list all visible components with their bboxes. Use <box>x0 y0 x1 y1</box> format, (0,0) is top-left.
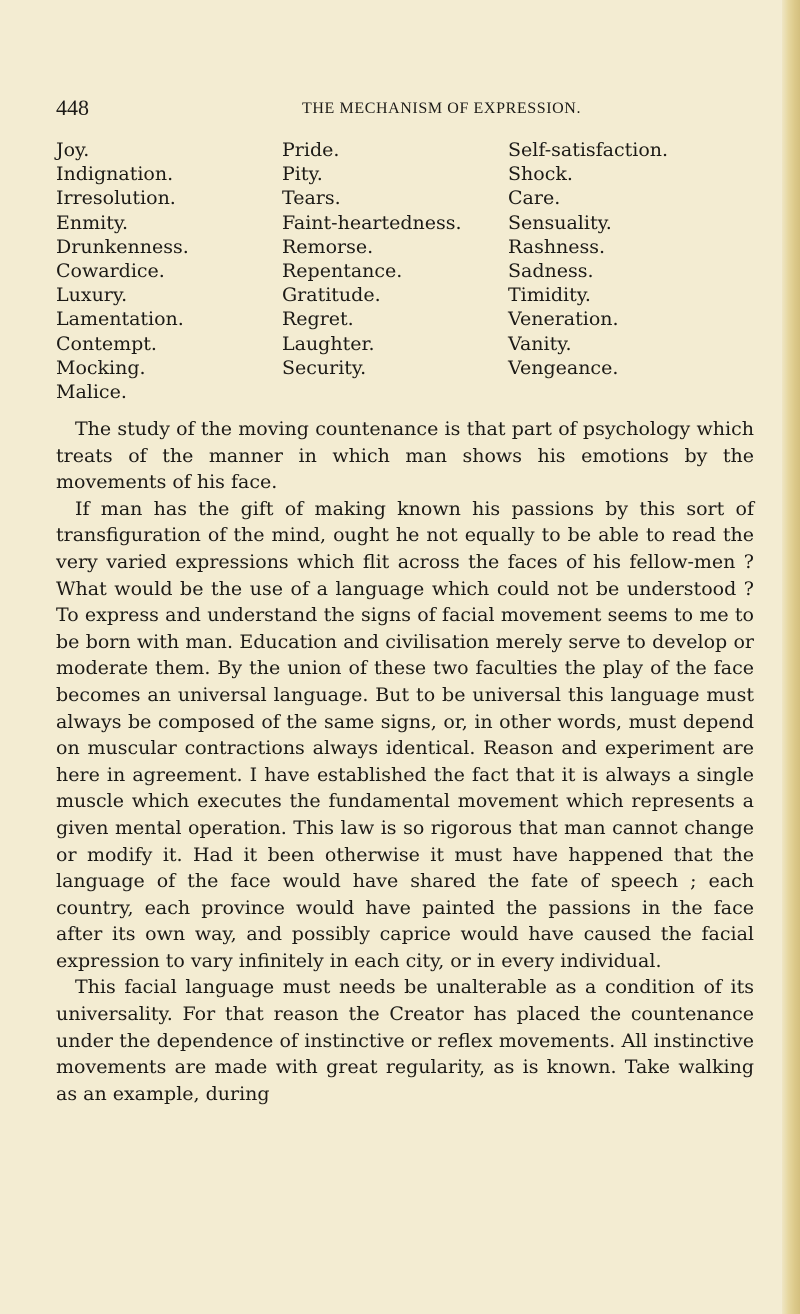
emotion-item: Sadness. <box>508 260 594 283</box>
emotion-item: Lamentation. <box>56 308 184 331</box>
emotion-item: Pride. <box>282 139 340 161</box>
emotion-item: Faint-heartedness. <box>282 211 462 234</box>
emotion-item: Indignation. <box>56 163 174 186</box>
emotion-list <box>56 138 756 404</box>
paragraph: This facial language must needs be unalterable as a condition of its universality. For that reason the Creator has placed the countenance under the dependence of instinctive or reflex movements. All instinctive movements are made with great regularity, as is known. Take walking as an example, during <box>56 976 754 1105</box>
emotion-item: Contempt. <box>56 332 157 355</box>
emotion-item: Gratitude. <box>282 284 381 307</box>
emotion-item: Shock. <box>508 163 573 186</box>
emotion-item: Self-satisfaction. <box>508 139 669 161</box>
emotion-item: Irresolution. <box>56 187 176 210</box>
emotion-item: Mocking. <box>56 356 146 379</box>
emotion-item: Security. <box>282 356 367 379</box>
emotion-item: Malice. <box>56 381 127 404</box>
page-header <box>56 96 756 120</box>
emotion-item: Veneration. <box>508 308 619 331</box>
emotion-item: Repentance. <box>282 260 403 283</box>
page-edge <box>782 0 800 1314</box>
emotion-item: Drunkenness. <box>56 235 189 258</box>
emotion-item: Luxury. <box>56 284 128 307</box>
running-title: THE MECHANISM OF EXPRESSION. <box>302 100 582 117</box>
body-text <box>56 416 754 1107</box>
emotion-column-1 <box>56 138 189 404</box>
emotion-item: Remorse. <box>282 235 374 258</box>
emotion-item: Cowardice. <box>56 260 165 283</box>
emotion-item: Laughter. <box>282 332 375 355</box>
emotion-column-2 <box>282 138 462 380</box>
emotion-item: Tears. <box>282 187 341 210</box>
emotion-item: Pity. <box>282 163 323 186</box>
page-number: 448 <box>56 95 89 120</box>
emotion-item: Sensuality. <box>508 211 612 234</box>
emotion-item: Regret. <box>282 308 354 331</box>
emotion-item: Timidity. <box>508 284 591 307</box>
emotion-column-3 <box>508 138 668 380</box>
paragraph: If man has the gift of making known his passions by this sort of transfiguration of the mind, ought he not equally to be able to read the very varied expressions which flit across the faces of his fellow-men ? What would be the use of a language which could not be understood ? To express and understand the signs of facial movement seems to me to be born with man. Education and civilisation merely serve to develop or moderate them. By the union of these two faculties the play of the face becomes an universal language. But to be universal this language must always be composed of the same signs, or, in other words, must depend on muscular contractions always identical. Reason and experiment are here in agreement. I have established the fact that it is always a single muscle which executes the fundamental movement which represents a given mental operation. This law is so rigorous that man cannot change or modify it. Had it been otherwise it must have happened that the language of the face would have shared the fate of speech ; each country, each province would have painted the passions in the face after its own way, and possibly caprice would have caused the facial expression to vary infinitely in each city, or in every individual. <box>56 497 754 972</box>
emotion-item: Joy. <box>56 139 90 161</box>
paragraph: The study of the moving countenance is that part of psychology which treats of the manner in which man shows his emotions by the movements of his face. <box>56 418 754 494</box>
emotion-item: Care. <box>508 187 561 210</box>
emotion-item: Rashness. <box>508 235 606 258</box>
emotion-item: Enmity. <box>56 211 129 234</box>
emotion-item: Vengeance. <box>508 356 619 379</box>
emotion-item: Vanity. <box>508 332 572 355</box>
